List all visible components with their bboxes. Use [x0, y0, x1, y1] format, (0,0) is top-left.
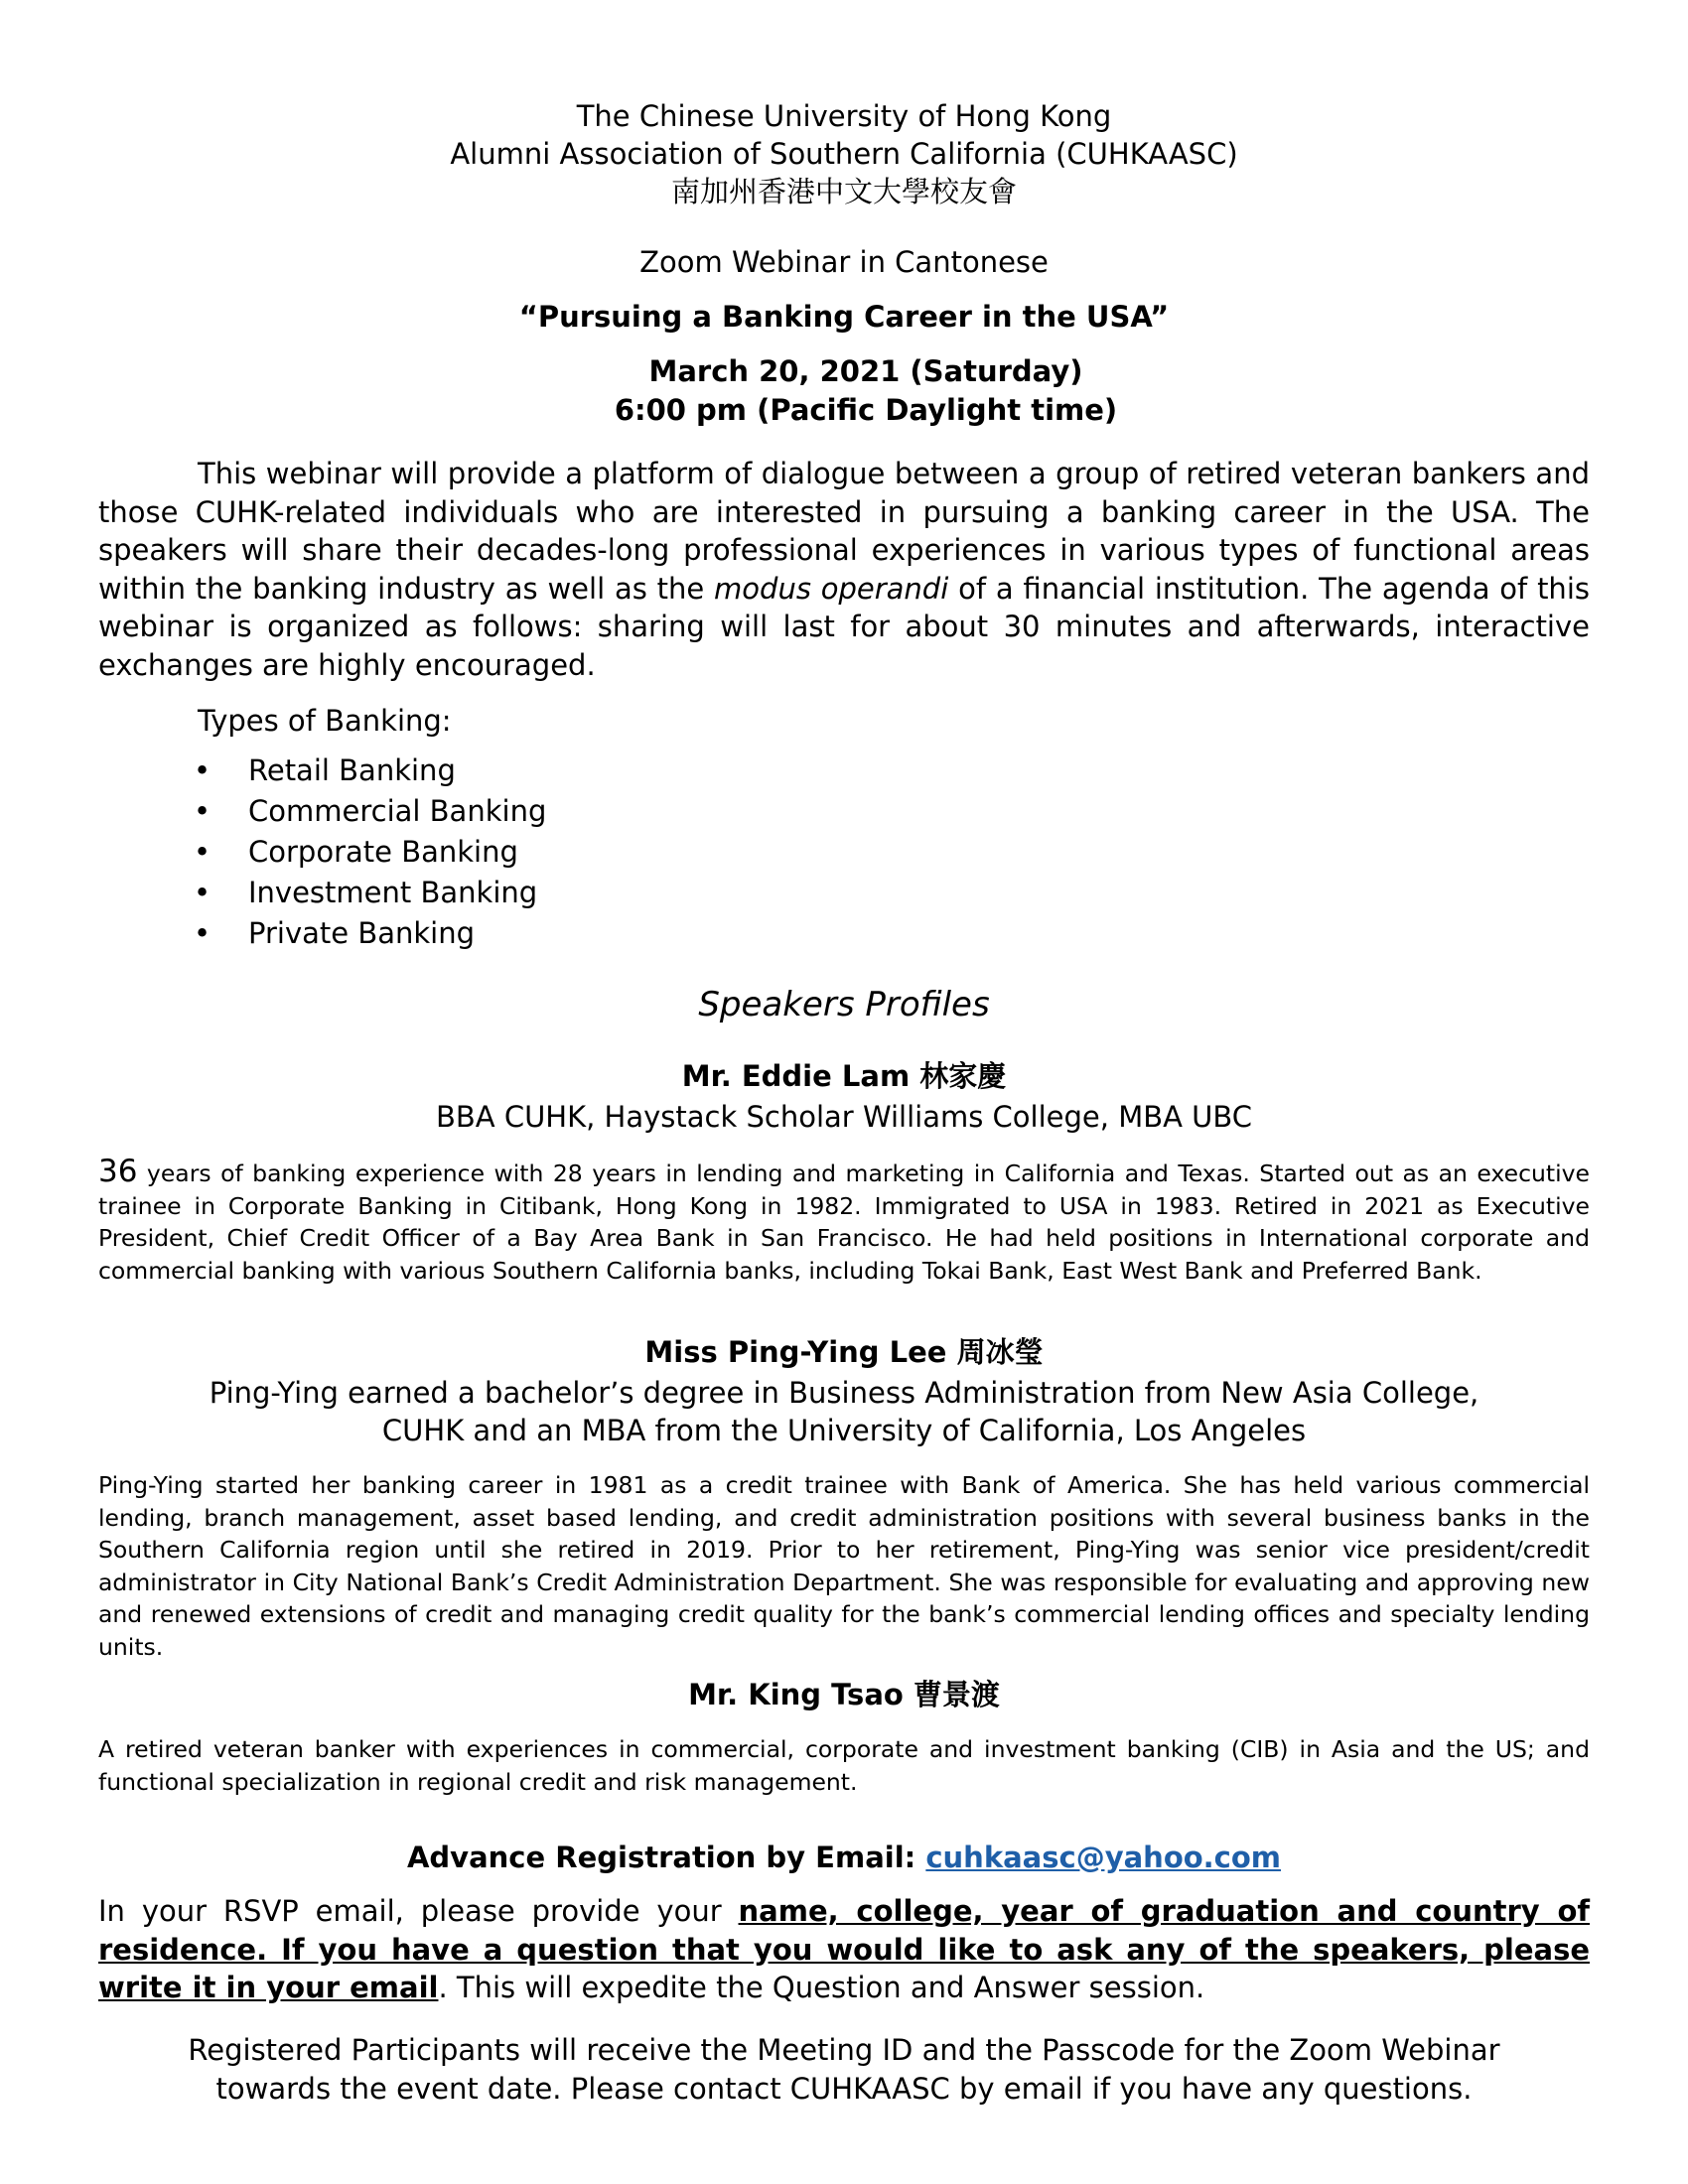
intro-text-1: This webinar will provide a platform of dialogue between a group of retired veteran bankers and those CUHK-related individuals who are interested in pursuing a banking career in the USA. The speakers will share their decades-long professional experiences in various types of functional areas within the banking industry as well as the: [98, 457, 1590, 606]
speaker-bio: A retired veteran banker with experiences in commercial, corporate and investment banking (CIB) in Asia and the US; and functional specialization in regional credit and risk management.: [98, 1735, 1590, 1796]
list-item: • Private Banking: [194, 913, 546, 954]
event-title: “Pursuing a Banking Career in the USA”: [518, 300, 1170, 334]
list-item: • Commercial Banking: [194, 791, 546, 832]
rsvp-tail: . This will expedite the Question and Answer session.: [438, 1971, 1205, 2004]
speaker-name-king-tsao: Mr. King Tsao 曹景渡: [688, 1678, 1000, 1711]
list-item: • Corporate Banking: [194, 832, 546, 873]
intro-paragraph: [98, 455, 1590, 684]
intro-italic: modus operandi: [714, 571, 949, 606]
registration-line: [0, 1839, 1688, 1876]
speaker-name-ping-ying-lee: Miss Ping-Ying Lee 周冰瑩: [644, 1335, 1044, 1369]
event-format: Zoom Webinar in Cantonese: [639, 245, 1049, 279]
credentials-line: Ping-Ying earned a bachelor’s degree in Business Administration from New Asia College,: [209, 1376, 1479, 1410]
rsvp-lead: In your RSVP email, please provide your: [98, 1894, 739, 1928]
speakers-heading: Speakers Profiles: [698, 985, 990, 1024]
association-name: Alumni Association of Southern California (CUHKAASC): [450, 137, 1238, 171]
list-item: • Investment Banking: [194, 873, 546, 913]
speaker-credentials: [0, 1374, 1688, 1449]
registration-email-link[interactable]: cuhkaasc@yahoo.com: [925, 1841, 1282, 1874]
intro-text-2: of a financial institution. The agenda of this webinar is organized as follows: sharing will last for about 30 minutes and afterwards, interactive exchanges are highly encouraged.: [98, 571, 1590, 682]
bio-lead-number: 36: [98, 1154, 138, 1189]
closing-note: Registered Participants will receive the Meeting ID and the Passcode for the Zoom Webinar towards the event date. Please contact CUHKAASC by email if you have any questions.: [188, 2033, 1500, 2106]
event-date: March 20, 2021 (Saturday): [648, 354, 1083, 388]
speaker-bio: [98, 1156, 1590, 1287]
speaker-credentials: BBA CUHK, Haystack Scholar Williams College, MBA UBC: [435, 1100, 1253, 1134]
organization-header: [0, 97, 1688, 210]
registration-label: Advance Registration by Email:: [406, 1841, 926, 1874]
event-time: 6:00 pm (Pacific Daylight time): [614, 393, 1118, 427]
types-heading: Types of Banking:: [198, 704, 452, 738]
speaker-name-eddie-lam: Mr. Eddie Lam 林家慶: [681, 1059, 1007, 1093]
list-item: • Retail Banking: [194, 751, 546, 791]
bio-text: years of banking experience with 28 years in lending and marketing in California and Texas. Started out as an executive trainee in Corporate Banking in Citibank, Hong Kong in 1982. Immigrated to USA in 1983. Retired in 2021 as Executive President, Chief Credit Officer of a Bay Area Bank in San Francisco. He had held positions in International corporate and commercial banking with various Southern California banks, including Tokai Bank, East West Bank and Preferred Bank.: [98, 1160, 1590, 1285]
speaker-bio: Ping-Ying started her banking career in 1981 as a credit trainee with Bank of America. She has held various commercial lending, branch management, asset based lending, and credit administration positions with several business banks in the Southern California region until she retired in 2019. Prior to her retirement, Ping-Ying was senior vice president/credit administrator in City National Bank’s Credit Administration Department. She was responsible for evaluating and approving new and renewed extensions of credit and managing credit quality for the bank’s commercial lending offices and specialty lending units.: [98, 1471, 1590, 1661]
banking-types-list: [194, 751, 546, 954]
university-name: The Chinese University of Hong Kong: [576, 99, 1112, 133]
credentials-line: CUHK and an MBA from the University of California, Los Angeles: [381, 1414, 1307, 1447]
rsvp-required-info: name, college, year of graduation and country of residence. If you have a question that you would like to ask any of the speakers, please write it in your email: [98, 1894, 1591, 2004]
association-chinese-name: 南加州香港中文大學校友會: [670, 175, 1017, 208]
rsvp-paragraph: [98, 1892, 1590, 2007]
